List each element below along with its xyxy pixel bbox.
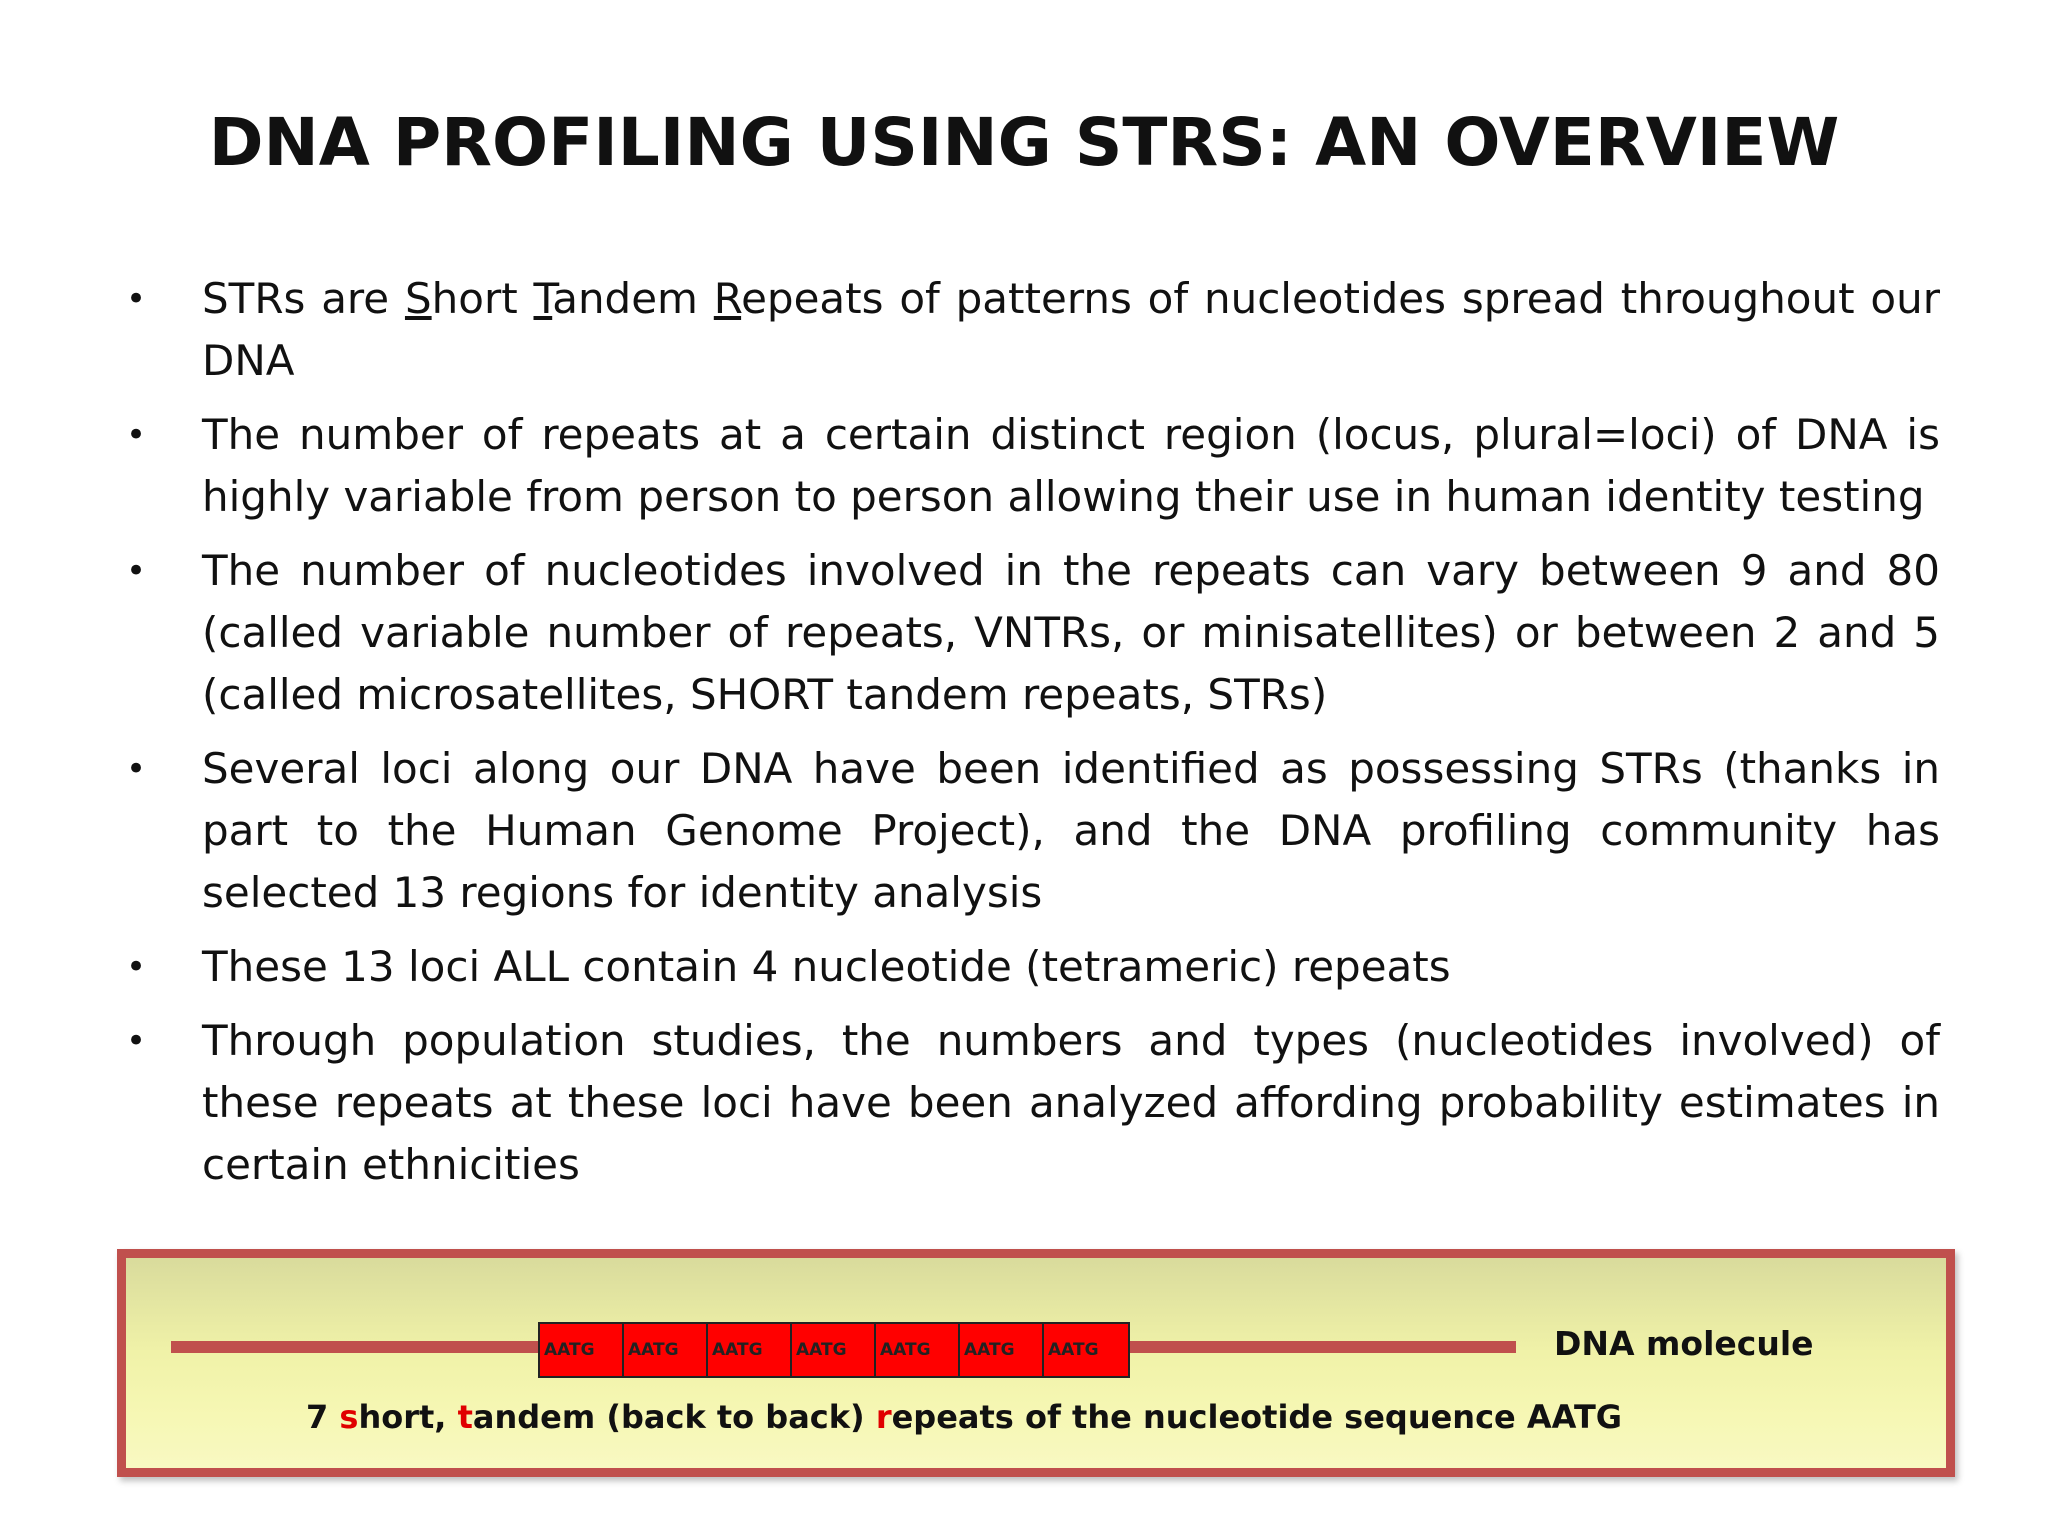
bullet-text-6: Through population studies, the numbers and types (nucleotides involved) of these repeats at these loci have been analyzed affording probability estimates in certain ethnicities <box>202 1016 1940 1189</box>
repeat-unit: AATG <box>960 1324 1044 1376</box>
repeat-unit: AATG <box>1044 1324 1128 1376</box>
dna-molecule-label: DNA molecule <box>1554 1324 1814 1363</box>
bullet-marker: • <box>126 1021 147 1061</box>
bullet-item-6 <box>118 1010 1940 1196</box>
repeat-sequence <box>538 1322 1130 1378</box>
bullet-text-5: These 13 loci ALL contain 4 nucleotide (tetrameric) repeats <box>202 942 1451 991</box>
bullet-item-4 <box>118 738 1940 924</box>
bullet-marker: • <box>126 551 147 591</box>
bullet-text-1: STRs are Short Tandem Repeats of patterns of nucleotides spread throughout our DNA <box>202 274 1940 385</box>
dna-strand-left <box>171 1341 541 1353</box>
repeat-unit: AATG <box>624 1324 708 1376</box>
bullet-item-3 <box>118 540 1940 726</box>
repeat-unit: AATG <box>792 1324 876 1376</box>
repeat-unit: AATG <box>876 1324 960 1376</box>
bullet-item-5 <box>118 936 1940 998</box>
slide-title: DNA PROFILING USING STRS: AN OVERVIEW <box>208 104 1840 181</box>
bullet-text-3: The number of nucleotides involved in the repeats can vary between 9 and 80 (called variable number of repeats, VNTRs, or minisatellites) or between 2 and 5 (called microsatellites, SHORT tandem repeats, STRs) <box>202 546 1940 719</box>
bullet-marker: • <box>126 415 147 455</box>
bullet-list <box>118 268 1940 1208</box>
bullet-marker: • <box>126 279 147 319</box>
str-diagram <box>117 1249 1955 1477</box>
dna-strand-right <box>1126 1341 1516 1353</box>
bullet-item-2 <box>118 404 1940 528</box>
repeat-unit: AATG <box>708 1324 792 1376</box>
bullet-text-4: Several loci along our DNA have been identified as possessing STRs (thanks in part to the Human Genome Project), and the DNA profiling community has selected 13 regions for identity analysis <box>202 744 1940 917</box>
bullet-item-1 <box>118 268 1940 392</box>
diagram-caption: 7 short, tandem (back to back) repeats of the nucleotide sequence AATG <box>306 1398 1623 1436</box>
bullet-text-2: The number of repeats at a certain distinct region (locus, plural=loci) of DNA is highly variable from person to person allowing their use in human identity testing <box>202 410 1940 521</box>
repeat-unit: AATG <box>540 1324 624 1376</box>
bullet-marker: • <box>126 749 147 789</box>
bullet-marker: • <box>126 947 147 987</box>
